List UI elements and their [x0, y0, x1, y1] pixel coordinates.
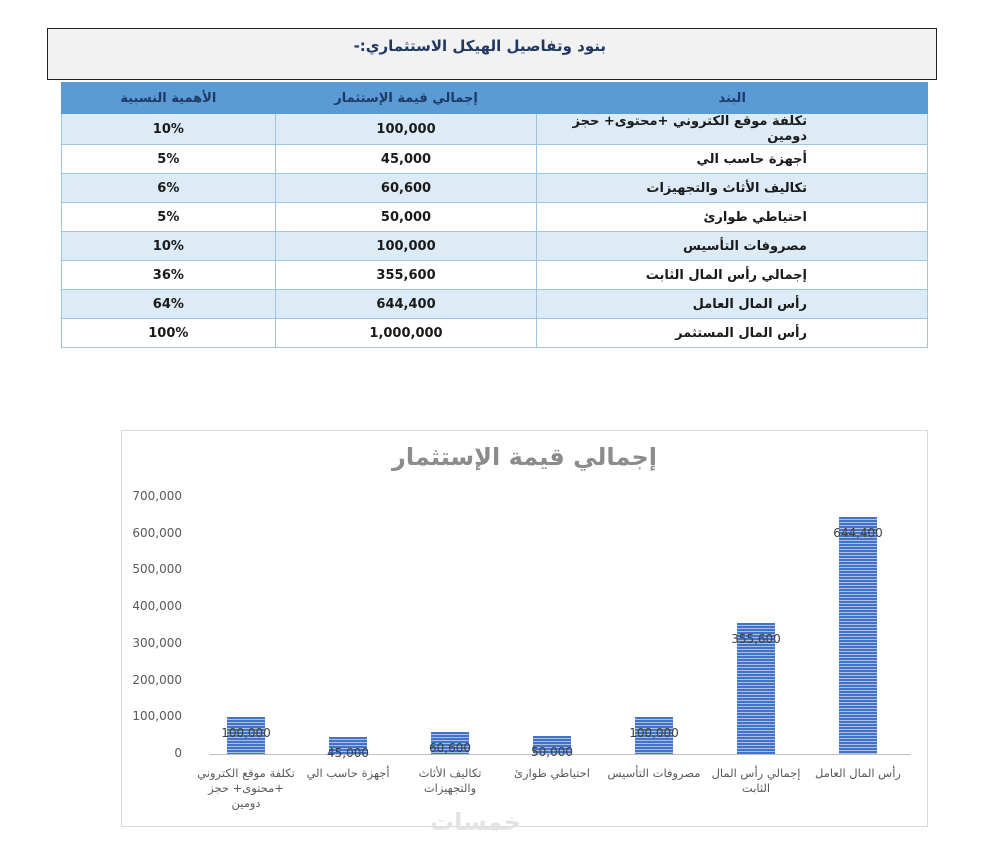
y-tick-label: 400,000	[132, 599, 182, 614]
cell-value: 100,000	[275, 232, 537, 261]
cell-pct: 36%	[62, 261, 276, 290]
watermark: خمسات	[430, 808, 521, 836]
chart-title: إجمالي قيمة الإستثمار	[392, 443, 657, 471]
x-tick-label: أجهزة حاسب الي	[306, 766, 390, 780]
data-label: 60,600	[429, 740, 471, 755]
data-label: 644,400	[833, 526, 883, 541]
y-tick-label: 200,000	[132, 672, 182, 687]
cell-item: إجمالي رأس المال الثابت	[537, 261, 928, 290]
cell-item: رأس المال المستثمر	[537, 319, 928, 348]
cell-item: مصروفات التأسيس	[537, 232, 928, 261]
cell-pct: 10%	[62, 114, 276, 145]
cell-value: 644,400	[275, 290, 537, 319]
cell-pct: 100%	[62, 319, 276, 348]
investment-chart	[121, 430, 928, 827]
cell-pct: 6%	[62, 174, 276, 203]
table-row	[62, 203, 928, 232]
cell-item: تكلفة موقع الكتروني +محتوى+ حجز دومين	[537, 114, 928, 145]
cell-value: 50,000	[275, 203, 537, 232]
cell-pct: 5%	[62, 145, 276, 174]
section-title: بنود وتفاصيل الهيكل الاستثماري:-	[353, 37, 606, 55]
x-tick-label: تكاليف الأثاث والتجهيزات	[418, 766, 482, 795]
y-tick-label: 500,000	[132, 562, 182, 577]
y-tick-label: 0	[174, 746, 182, 760]
x-tick-label: رأس المال العامل	[815, 766, 901, 780]
cell-item: أجهزة حاسب الي	[537, 145, 928, 174]
cell-pct: 64%	[62, 290, 276, 319]
bar	[839, 517, 877, 754]
x-tick-label: احتياطي طوارئ	[514, 766, 590, 780]
y-tick-label: 300,000	[132, 635, 182, 650]
cell-pct: 5%	[62, 203, 276, 232]
header-value: إجمالي قيمة الإستثمار	[275, 83, 537, 114]
table-row	[62, 290, 928, 319]
table-row	[62, 261, 928, 290]
x-tick-label: إجمالي رأس المال الثابت	[711, 766, 801, 795]
table-row	[62, 145, 928, 174]
cell-item: احتياطي طوارئ	[537, 203, 928, 232]
cell-value: 100,000	[275, 114, 537, 145]
data-label: 355,600	[731, 632, 781, 647]
cell-pct: 10%	[62, 232, 276, 261]
cell-value: 1,000,000	[275, 319, 537, 348]
cell-value: 45,000	[275, 145, 537, 174]
x-tick-label: مصروفات التأسيس	[607, 766, 701, 780]
investment-table	[61, 82, 928, 348]
data-label: 100,000	[629, 726, 679, 741]
cell-item: رأس المال العامل	[537, 290, 928, 319]
table-row	[62, 232, 928, 261]
y-tick-label: 600,000	[132, 525, 182, 540]
header-item: البند	[537, 83, 928, 114]
table-row	[62, 174, 928, 203]
table-row	[62, 319, 928, 348]
cell-value: 355,600	[275, 261, 537, 290]
data-label: 45,000	[327, 746, 369, 761]
cell-item: تكاليف الأثاث والتجهيزات	[537, 174, 928, 203]
y-tick-label: 700,000	[132, 489, 182, 503]
x-tick-label: تكلفة موقع الكتروني +محتوى+ حجز دومين	[197, 766, 295, 810]
data-label: 50,000	[531, 744, 573, 759]
data-label: 100,000	[221, 726, 271, 741]
table-row	[62, 114, 928, 145]
cell-value: 60,600	[275, 174, 537, 203]
table-header-row	[62, 83, 928, 114]
section-title-box	[47, 28, 937, 80]
y-tick-label: 100,000	[132, 709, 182, 724]
header-pct: الأهمية النسبية	[62, 83, 276, 114]
